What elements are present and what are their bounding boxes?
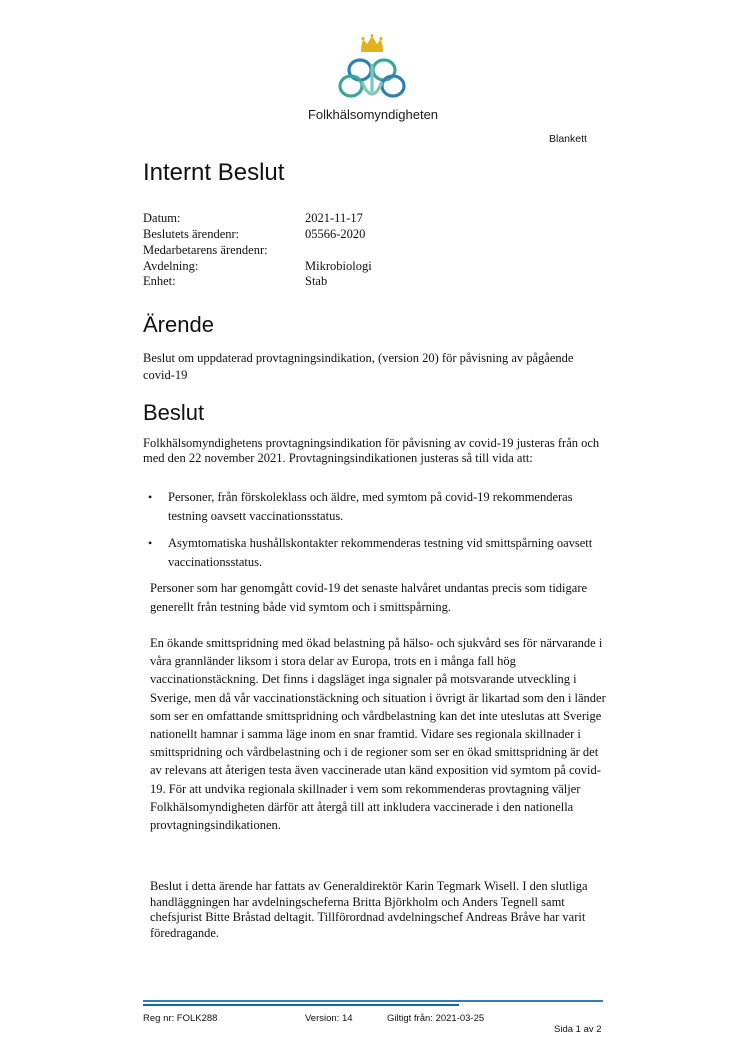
bullet-item-2: Asymtomatiska hushållskontakter rekommenderas testning vid smittspårning oavsett vaccinationsstatus. xyxy=(168,536,593,569)
meta-label-employee-case-number: Medarbetarens ärendenr: xyxy=(143,243,268,257)
document-title: Internt Beslut xyxy=(143,159,285,186)
meta-value-unit: Stab xyxy=(305,274,328,288)
meta-label-date: Datum: xyxy=(143,211,181,225)
meta-value-case-number: 05566-2020 xyxy=(305,227,366,241)
footer-page-number: Sida 1 av 2 xyxy=(554,1024,602,1035)
bullet-dot: • xyxy=(148,490,153,504)
meta-label-department: Avdelning: xyxy=(143,259,199,273)
beslut-paragraph-1: Personer som har genomgått covid-19 det senaste halvåret undantas precis som tidigare generellt från testning både vid symtom och i smittspårning. xyxy=(150,581,588,614)
footer-divider-accent xyxy=(143,1004,459,1006)
beslut-intro: Folkhälsomyndighetens provtagningsindikation för påvisning av covid-19 justeras från och med den 22 november 2021. Provtagningsindikationen justeras så till vida att: xyxy=(143,436,600,465)
meta-label-unit: Enhet: xyxy=(143,274,176,288)
footer-version: Version: 14 xyxy=(305,1013,353,1024)
form-type-label: Blankett xyxy=(549,133,587,145)
footer-divider xyxy=(143,1000,603,1002)
meta-label-case-number: Beslutets ärendenr: xyxy=(143,227,240,241)
beslut-paragraph-2: En ökande smittspridning med ökad belastning på hälso- och sjukvård ses för närvarande i våra grannländer liksom i stora delar av Europa, trots en i många fall hög vaccinationstäckning. Det finns i dagsläget inga signaler på motsvarande utveckling i Sverige, men då vår vaccinationstäckning och situation i övrigt är likartad som den i länder som ser en omfattande smittspridning och vårdbelastning kan det inte uteslutas att Sverige nationellt hamnar i samma läge inom en snar framtid. Vidare ses regionala skillnader i smittspridning och vårdbelastning och i de regioner som ser en ökad smittspridning är det av relevans att återigen testa även vaccinerade utan känd exposition vid symtom på covid-19. För att undvika regionala skillnader i vem som rekommenderas provtagning väljer Folkhälsomyndigheten därför att återgå till att inkludera vaccinerade i den nationella provtagningsindikationen. xyxy=(150,636,606,833)
arende-text: Beslut om uppdaterad provtagningsindikation, (version 20) för påvisning av pågående covid-19 xyxy=(143,351,574,382)
meta-value-department: Mikrobiologi xyxy=(305,259,372,273)
beslut-heading: Beslut xyxy=(143,400,205,425)
agency-logo-icon xyxy=(330,34,414,106)
beslut-paragraph-3: Beslut i detta ärende har fattats av Generaldirektör Karin Tegmark Wisell. I den slutliga handläggningen har avdelningscheferna Britta Björkholm och Anders Tegnell samt chefsjurist Bitte Bråstad deltagit. Tillförordnad avdelningschef Andreas Bråve har varit föredragande. xyxy=(150,879,588,940)
bullet-item-1: Personer, från förskoleklass och äldre, med symtom på covid-19 rekommenderas testning oavsett vaccinationsstatus. xyxy=(168,490,573,523)
bullet-dot: • xyxy=(148,536,153,550)
meta-value-date: 2021-11-17 xyxy=(305,211,363,225)
footer-reg-nr: Reg nr: FOLK288 xyxy=(143,1013,218,1024)
agency-name: Folkhälsomyndigheten xyxy=(307,107,439,122)
footer-valid-from: Giltigt från: 2021-03-25 xyxy=(387,1013,485,1024)
arende-heading: Ärende xyxy=(143,312,214,337)
